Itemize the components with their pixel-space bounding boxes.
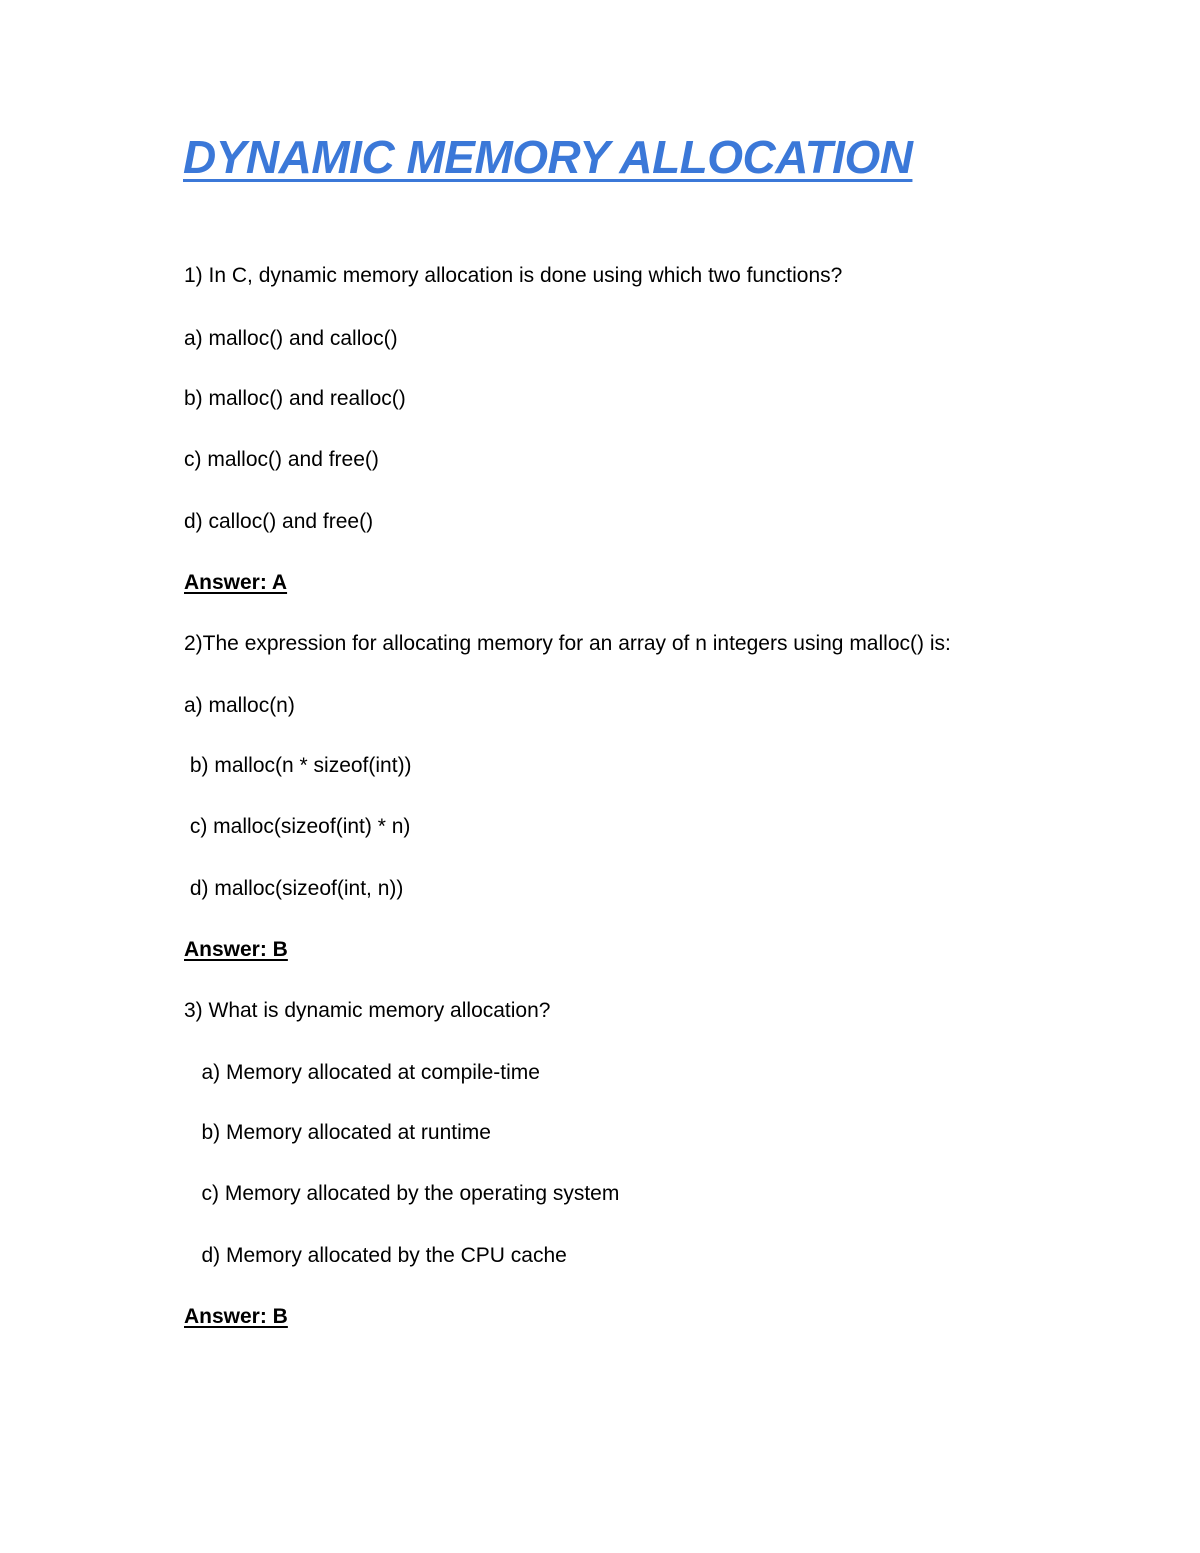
question-2-answer: Answer: B	[184, 938, 288, 961]
question-2-option-b: b) malloc(n * sizeof(int))	[184, 754, 412, 777]
question-1-option-c: c) malloc() and free()	[184, 448, 379, 471]
question-2-option-c: c) malloc(sizeof(int) * n)	[184, 815, 411, 838]
question-2-text: 2)The expression for allocating memory for an array of n integers using malloc() is:	[184, 632, 951, 655]
question-3-answer: Answer: B	[184, 1305, 288, 1328]
question-3-option-b: b) Memory allocated at runtime	[184, 1121, 491, 1144]
question-3-option-c: c) Memory allocated by the operating system	[184, 1182, 620, 1205]
question-3-option-a: a) Memory allocated at compile-time	[184, 1061, 540, 1084]
question-1-answer: Answer: A	[184, 571, 288, 594]
question-1-option-a: a) malloc() and calloc()	[184, 327, 398, 350]
question-1-text: 1) In C, dynamic memory allocation is done using which two functions?	[184, 264, 843, 287]
page-title: DYNAMIC MEMORY ALLOCATION	[183, 131, 913, 183]
question-3-text: 3) What is dynamic memory allocation?	[184, 999, 551, 1022]
question-1-option-b: b) malloc() and realloc()	[184, 387, 406, 410]
question-2-option-a: a) malloc(n)	[184, 694, 295, 717]
question-3-option-d: d) Memory allocated by the CPU cache	[184, 1244, 567, 1267]
question-2-option-d: d) malloc(sizeof(int, n))	[184, 877, 404, 900]
question-1-option-d: d) calloc() and free()	[184, 510, 374, 533]
